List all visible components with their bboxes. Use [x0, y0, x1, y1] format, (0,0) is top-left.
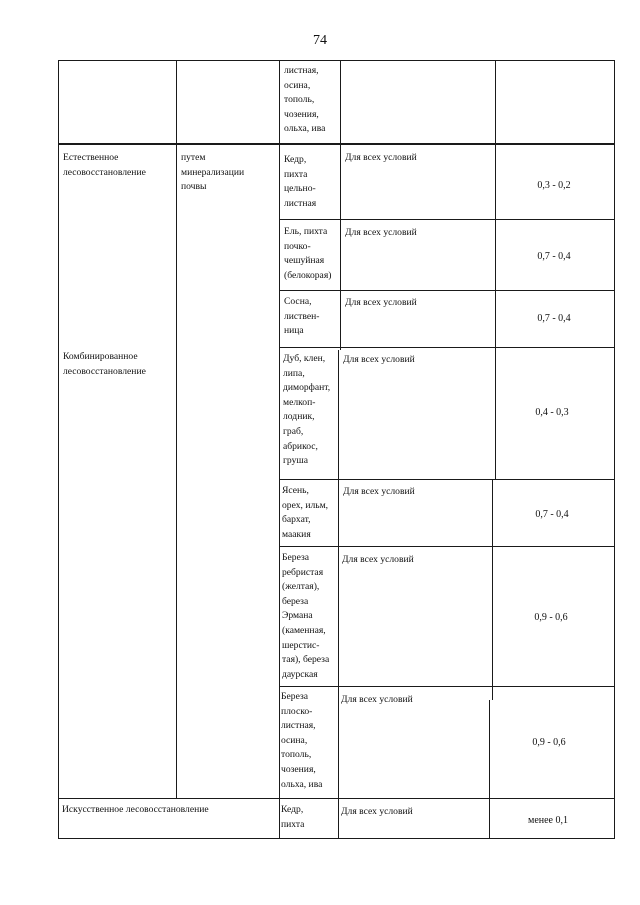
- value-cell: 0,9 - 0,6: [534, 612, 568, 623]
- grid-line: [279, 60, 280, 839]
- conditions-cell: Для всех условий: [345, 227, 417, 238]
- grid-line: [340, 60, 341, 350]
- restoration-type-combined: Комбинированное лесовосстановление: [63, 351, 146, 377]
- value-cell: 0,7 - 0,4: [535, 509, 569, 520]
- grid-line: [279, 546, 614, 547]
- grid-line: [58, 143, 615, 145]
- species-cell: Береза плоско- листная, осина, тополь, чозения, ольха, ива: [281, 691, 323, 790]
- grid-line: [58, 838, 615, 839]
- value-cell: менее 0,1: [528, 815, 568, 826]
- value-cell: 0,9 - 0,6: [532, 737, 566, 748]
- conditions-cell: Для всех условий: [343, 486, 415, 497]
- value-cell: 0,7 - 0,4: [537, 313, 571, 324]
- conditions-cell: Для всех условий: [341, 806, 413, 817]
- restoration-type-artificial: Искусственное лесовосстановление: [62, 804, 209, 815]
- page-number: 74: [313, 33, 327, 48]
- grid-line: [58, 798, 615, 799]
- value-cell: 0,4 - 0,3: [535, 407, 569, 418]
- species-cell: Ясень, орех, ильм, бархат, маакия: [282, 485, 329, 540]
- species-cell: Ель, пихта почко- чешуйная (белокорая): [284, 226, 332, 281]
- species-cell: Кедр, пихта цельно- листная: [284, 154, 317, 209]
- grid-line: [176, 60, 177, 798]
- conditions-cell: Для всех условий: [341, 694, 413, 705]
- conditions-cell: Для всех условий: [345, 297, 417, 308]
- species-cell: Береза ребристая (желтая), береза Эрмана (каменная, шерстис- тая), береза даурская: [282, 552, 330, 680]
- grid-line: [279, 347, 614, 348]
- grid-line: [338, 350, 339, 839]
- value-cell: 0,3 - 0,2: [537, 180, 571, 191]
- value-cell: 0,7 - 0,4: [537, 251, 571, 262]
- species-cell: листная, осина, тополь, чозения, ольха, ива: [284, 65, 326, 135]
- grid-line: [279, 479, 614, 480]
- grid-line: [58, 60, 59, 839]
- restoration-method: путем минерализации почвы: [181, 152, 245, 193]
- conditions-cell: Для всех условий: [343, 354, 415, 365]
- grid-line: [279, 219, 614, 220]
- species-cell: Кедр, пихта: [281, 804, 305, 830]
- species-cell: Сосна, листвен- ница: [284, 296, 320, 337]
- species-cell: Дуб, клен, липа, диморфант, мелкоп- лодник, граб, абрикос, груша: [283, 353, 331, 467]
- grid-line: [489, 700, 490, 839]
- grid-line: [279, 290, 614, 291]
- restoration-type-natural: Естественное лесовосстановление: [63, 152, 146, 178]
- grid-line: [58, 60, 615, 61]
- grid-line: [279, 686, 614, 687]
- grid-line: [614, 60, 615, 839]
- grid-line: [492, 480, 493, 700]
- grid-line: [495, 60, 496, 480]
- conditions-cell: Для всех условий: [342, 554, 414, 565]
- conditions-cell: Для всех условий: [345, 152, 417, 163]
